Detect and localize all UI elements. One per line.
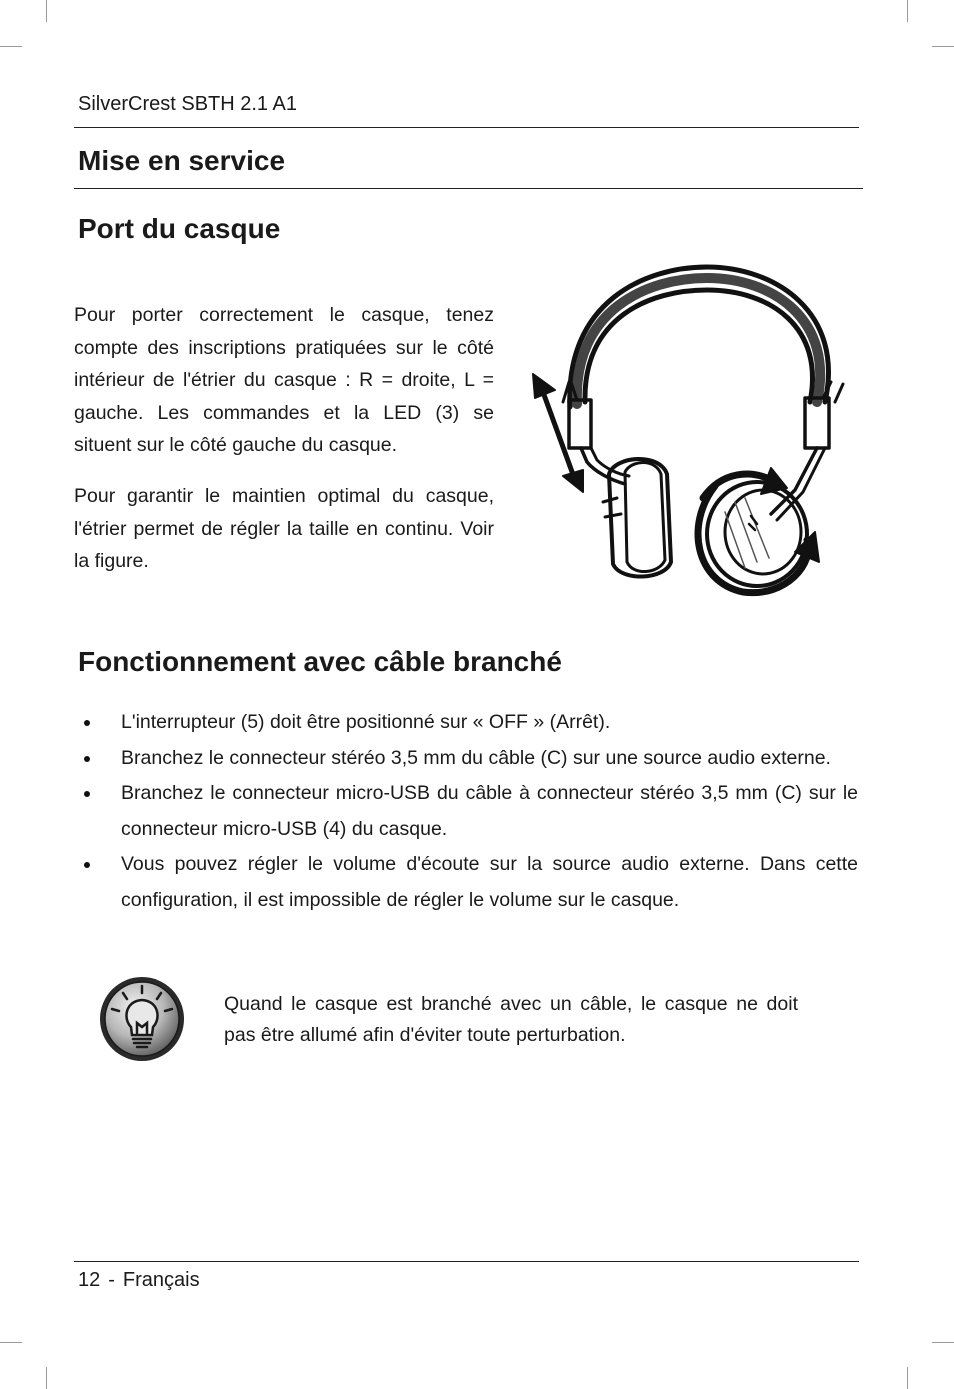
crop-mark [0, 46, 22, 47]
crop-mark [932, 1342, 954, 1343]
paragraph-wearing: Pour porter correctement le casque, tenez compte des inscriptions pratiquées sur le côté intérieur de l'étrier du casque : R = droite, L = gauche. Les commandes et la LED (3) se situent sur le côté gauche du casque. [74, 304, 494, 456]
crop-mark [46, 0, 47, 22]
bullet-icon [84, 720, 90, 726]
crop-mark [0, 1342, 22, 1343]
section-title: Mise en service [78, 145, 286, 176]
bullet-icon [84, 791, 90, 797]
lightbulb-icon [97, 975, 187, 1063]
page-footer [78, 1269, 200, 1292]
crop-mark [932, 46, 954, 47]
section-rule [74, 188, 863, 189]
footer-language: Français [122, 1269, 200, 1291]
headphones-illustration [525, 262, 850, 602]
footer-rule [74, 1261, 859, 1262]
instruction-list [78, 705, 858, 918]
subsection-title-cable: Fonctionnement avec câble branché [78, 646, 562, 677]
crop-mark [46, 1367, 47, 1389]
header-rule [74, 127, 859, 128]
paragraph-adjustment: Pour garantir le maintien optimal du casque, l'étrier permet de régler la taille en continu. Voir la figure. [74, 485, 494, 572]
list-item: Vous pouvez régler le volume d'écoute sur la source audio externe. Dans cette configuration, il est impossible de régler le volume sur le casque. [78, 847, 858, 918]
page-number: 12 [78, 1269, 101, 1291]
subsection-title-wearing: Port du casque [78, 213, 281, 244]
list-item: L'interrupteur (5) doit être positionné sur « OFF » (Arrêt). [78, 705, 858, 741]
running-header: SilverCrest SBTH 2.1 A1 [78, 93, 297, 115]
tip-text: Quand le casque est branché avec un câble, le casque ne doit pas être allumé afin d'éviter toute perturbation. [224, 993, 798, 1046]
list-item: Branchez le connecteur stéréo 3,5 mm du câble (C) sur une source audio externe. [78, 741, 858, 777]
list-item: Branchez le connecteur micro-USB du câble à connecteur stéréo 3,5 mm (C) sur le connecteur micro-USB (4) du casque. [78, 776, 858, 847]
footer-separator: - [108, 1269, 115, 1291]
bullet-icon [84, 862, 90, 868]
crop-mark [907, 0, 908, 22]
bullet-icon [84, 756, 90, 762]
crop-mark [907, 1367, 908, 1389]
